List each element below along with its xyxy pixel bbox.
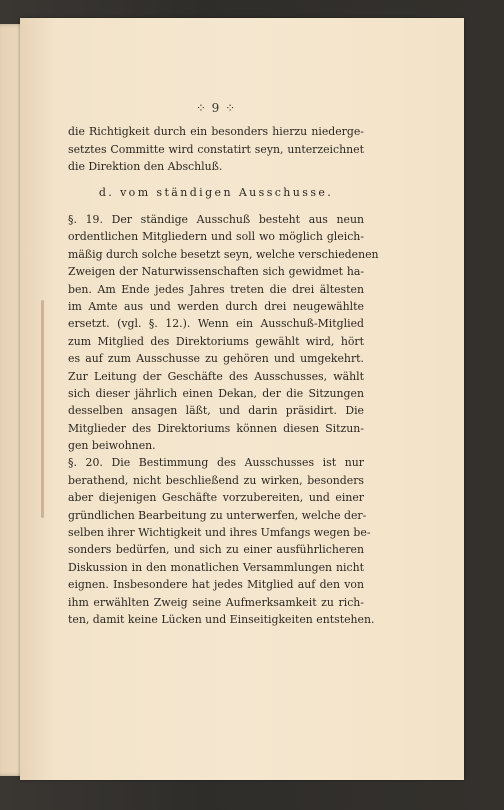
intro-paragraph — [68, 123, 364, 175]
text-line: ordentlichen Mitgliedern und soll wo möglich gleich- — [68, 230, 364, 244]
section-heading: d. vom ständigen Ausschusse. — [98, 185, 334, 199]
page-text — [68, 100, 379, 628]
text-line: gen beiwohnen. — [68, 439, 156, 453]
text-line: es auf zum Ausschusse zu gehören und umgekehrt. — [68, 352, 364, 366]
page-number: ⁘ 9 ⁘ — [195, 101, 237, 115]
text-line: die Richtigkeit durch ein besonders hierzu niederge- — [68, 125, 364, 139]
text-line: mäßig durch solche besetzt seyn, welche verschiedenen — [68, 247, 379, 261]
paragraph-20 — [68, 454, 375, 628]
text-line: Diskussion in den monatlichen Versammlungen nicht — [68, 560, 364, 574]
text-line: ben. Am Ende jedes Jahres treten die drei ältesten — [68, 282, 364, 296]
text-line: sonders bedürfen, und sich zu einer ausführlicheren — [68, 543, 364, 557]
text-line: Mitglieder des Direktoriums können diesen Sitzun- — [68, 421, 364, 435]
text-line: selben ihrer Wichtigkeit und ihres Umfangs wegen be- — [68, 526, 371, 540]
text-line: zum Mitglied des Direktoriums gewählt wird, hört — [68, 334, 364, 348]
text-line: die Direktion den Abschluß. — [68, 160, 223, 174]
text-line: §. 20. Die Bestimmung des Ausschusses ist nur — [68, 456, 364, 470]
page-edge-mark — [41, 300, 44, 518]
text-line: eignen. Insbesondere hat jedes Mitglied auf den von — [68, 578, 364, 592]
text-line: desselben ansagen läßt, und darin präsidirt. Die — [68, 404, 364, 418]
text-line: §. 19. Der ständige Ausschuß besteht aus neun — [68, 212, 364, 226]
text-line: aber diejenigen Geschäfte vorzubereiten, und einer — [68, 491, 364, 505]
text-line: Zweigen der Naturwissenschaften sich gewidmet ha- — [68, 265, 364, 279]
text-line: berathend, nicht beschließend zu wirken, besonders — [68, 473, 364, 487]
text-line: ten, damit keine Lücken und Einseitigkeiten entstehen. — [68, 612, 375, 626]
text-line: setztes Committe wird constatirt seyn, unterzeichnet — [68, 142, 364, 156]
text-line: im Amte aus und werden durch drei neugewählte — [68, 299, 364, 313]
text-line: Zur Leitung der Geschäfte des Ausschusses, wählt — [68, 369, 364, 383]
paragraph-19 — [68, 211, 379, 454]
text-line: gründlichen Bearbeitung zu unterwerfen, welche der- — [68, 508, 367, 522]
text-line: ersetzt. (vgl. §. 12.). Wenn ein Ausschuß-Mitglied — [68, 317, 364, 331]
text-line: sich dieser jährlich einen Dekan, der die Sitzungen — [68, 386, 364, 400]
text-line: ihm erwählten Zweig seine Aufmerksamkeit zu rich- — [68, 595, 364, 609]
